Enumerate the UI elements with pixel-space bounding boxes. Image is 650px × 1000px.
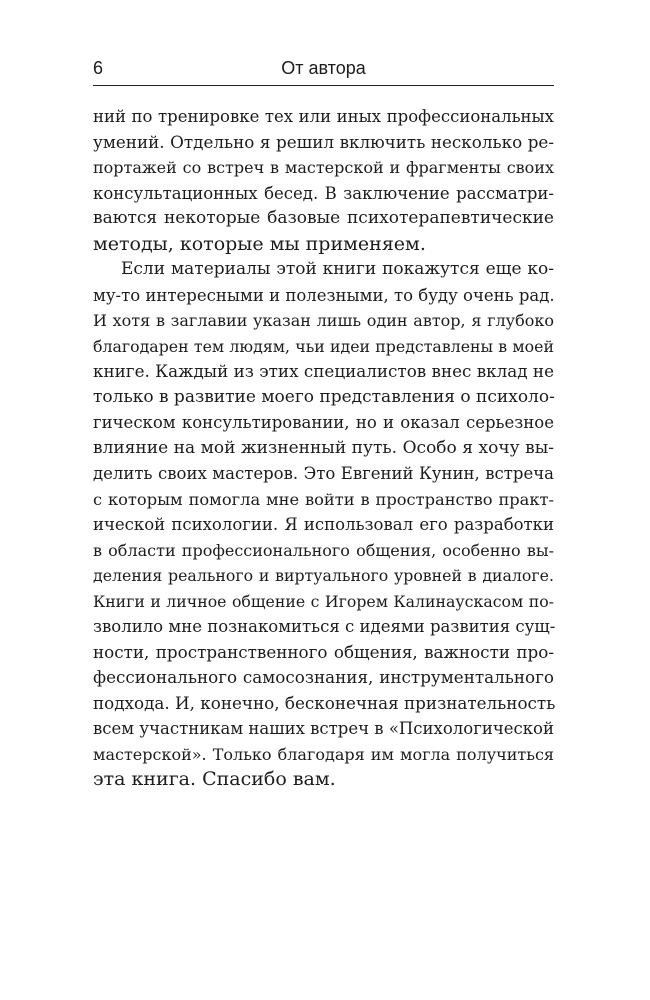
text-line: ности, пространственного общения, важности про- [93,641,554,662]
text-line: зволило мне познакомиться с идеями развития сущ- [93,617,556,636]
text-line: ической психологии. Я использовал его разработки [93,515,554,534]
text-line: эта книга. Спасибо вам. [93,768,336,790]
text-line: Книги и личное общение с Игорем Калинаускасом по- [93,591,554,611]
text-line: деления реального и виртуального уровней в диалоге. [93,566,554,585]
text-line: методы, которые мы применяем. [93,232,426,255]
text-line: благодарен тем людям, чьи идеи представлены в моей [93,336,554,356]
body-text [93,104,554,793]
text-line: с которым помогла мне войти в пространство практ- [93,489,554,509]
text-line: му-то интересными и полезными, то буду очень рад. [93,285,555,305]
text-line: книге. Каждый из этих специалистов внес вклад не [93,361,554,381]
text-line: ваются некоторые базовые психотерапевтические [93,208,554,228]
text-line: Если материалы этой книги покажутся еще ко- [121,259,554,279]
text-line: ний по тренировке тех или иных профессиональных [93,107,554,126]
header-rule [93,85,554,86]
text-line: гическом консультировании, но и оказал серьезное [93,413,554,432]
text-line: делить своих мастеров. Это Евгений Кунин, встреча [93,464,554,483]
text-line: портажей со встреч в мастерской и фрагменты своих [93,158,554,177]
text-line: влияние на мой жизненный путь. Особо я хочу вы- [93,437,554,458]
text-line: умений. Отдельно я решил включить несколько ре- [93,131,554,152]
page-number: 6 [93,58,104,78]
text-line: подхода. И, конечно, бесконечная признательность [93,692,556,713]
text-line: И хотя в заглавии указан лишь один автор, я глубоко [93,311,554,330]
text-line: в области профессионального общения, особенно вы- [93,540,554,560]
text-line: только в развитие моего представления о психоло- [93,386,555,407]
text-line: консультационных бесед. В заключение рассматри- [93,183,554,203]
text-line: мастерской». Только благодаря им могла получиться [93,744,554,764]
text-line: фессионального самосознания, инструментального [93,667,554,687]
text-line: всем участникам наших встреч в «Психологической [93,719,554,738]
running-title: От автора [281,58,366,78]
